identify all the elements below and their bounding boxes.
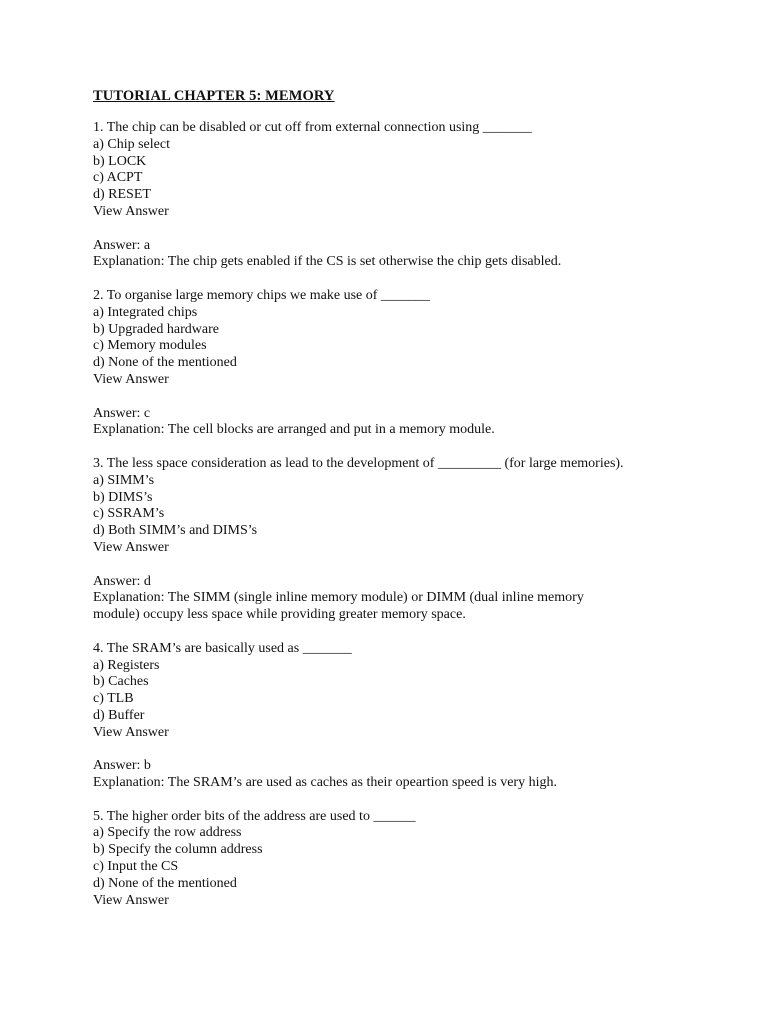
option-d: d) None of the mentioned [93,875,237,891]
option-a: a) Specify the row address [93,825,242,841]
view-answer-link[interactable]: View Answer [93,724,169,740]
option-a: a) Registers [93,657,160,673]
question-block-3 [93,456,728,641]
option-d: d) RESET [93,187,151,203]
question-text: 1. The chip can be disabled or cut off from external connection using _______ [93,120,532,135]
question-text: 2. To organise large memory chips we make use of _______ [93,287,430,303]
spacer [93,741,728,758]
answer-text: Answer: a [93,237,151,253]
option-a: a) Chip select [93,136,170,152]
option-c: c) ACPT [93,170,143,186]
spacer [93,557,728,574]
question-block-4 [93,641,728,809]
question-text: 5. The higher order bits of the address are used to ______ [93,808,416,824]
spacer [93,221,728,238]
spacer [93,792,728,809]
explanation-text: Explanation: The chip gets enabled if the CS is set otherwise the chip gets disabled. [93,254,562,270]
option-b: b) Upgraded hardware [93,321,219,337]
question-text: 4. The SRAM’s are basically used as _______ [93,640,352,656]
option-c: c) Memory modules [93,338,207,354]
explanation-text-continued: module) occupy less space while providing greater memory space. [93,607,466,623]
option-d: d) Buffer [93,707,145,723]
explanation-text: Explanation: The cell blocks are arranged and put in a memory module. [93,422,495,438]
question-block-1 [93,120,728,288]
option-a: a) SIMM’s [93,472,155,488]
option-b: b) DIMS’s [93,489,153,505]
answer-text: Answer: d [93,573,151,589]
option-a: a) Integrated chips [93,304,198,320]
option-c: c) SSRAM’s [93,506,165,522]
answer-text: Answer: c [93,405,151,421]
view-answer-link[interactable]: View Answer [93,892,169,908]
spacer [93,271,728,288]
spacer [93,389,728,406]
question-block-5 [93,809,728,910]
option-b: b) Caches [93,674,149,690]
option-d: d) Both SIMM’s and DIMS’s [93,523,258,539]
option-b: b) LOCK [93,153,147,169]
view-answer-link[interactable]: View Answer [93,203,169,219]
explanation-text: Explanation: The SIMM (single inline memory module) or DIMM (dual inline memory [93,590,584,606]
question-block-2 [93,288,728,456]
view-answer-link[interactable]: View Answer [93,371,169,387]
spacer [93,624,728,641]
option-d: d) None of the mentioned [93,355,237,371]
view-answer-link[interactable]: View Answer [93,539,169,555]
spacer [93,439,728,456]
explanation-text: Explanation: The SRAM’s are used as caches as their opeartion speed is very high. [93,775,557,791]
document-title: TUTORIAL CHAPTER 5: MEMORY [93,88,335,104]
question-text: 3. The less space consideration as lead to the development of _________ (for large memories). [93,455,624,471]
option-b: b) Specify the column address [93,842,263,858]
option-c: c) TLB [93,691,134,707]
answer-text: Answer: b [93,758,151,774]
option-c: c) Input the CS [93,859,179,875]
